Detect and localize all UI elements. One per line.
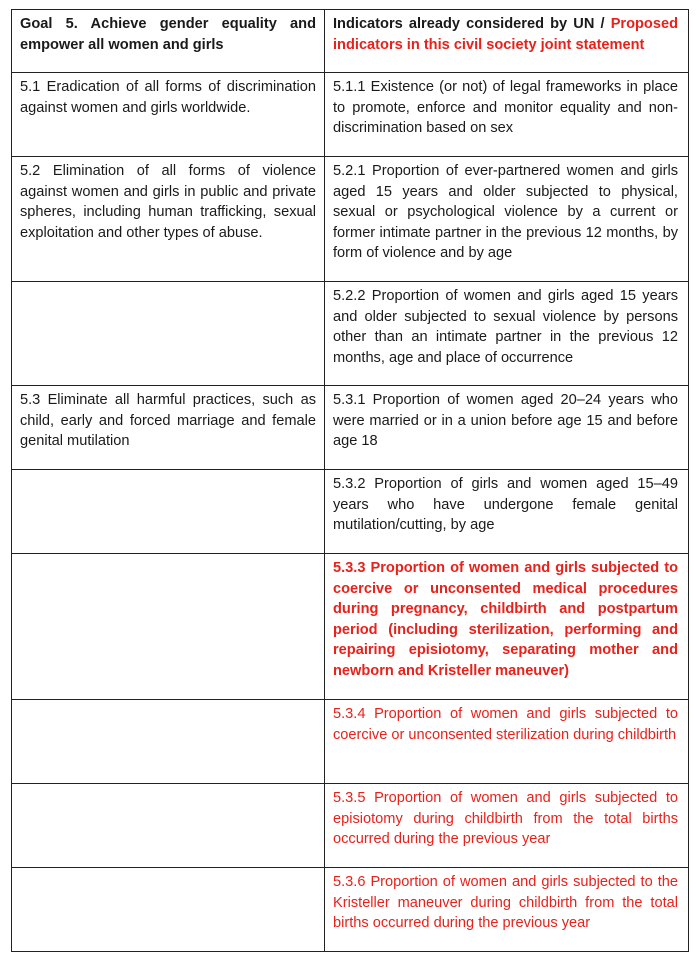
indicator-cell: 5.2.2 Proportion of women and girls aged 15 years and older subjected to sexual violence by persons other than an intimate partner in the previous 12 months, age and place of occurrence [325,282,689,386]
target-cell: 5.2 Elimination of all forms of violence against women and girls in public and private spheres, including human trafficking, sexual exploitation and other types of abuse. [12,157,325,282]
indicator-cell: 5.3.2 Proportion of girls and women aged 15–49 years who have undergone female genital mutilation/cutting, by age [325,470,689,554]
target-cell [12,700,325,784]
proposed-indicator-cell: 5.3.6 Proportion of women and girls subjected to the Kristeller maneuver during childbirth from the total births occurred during the previous year [325,868,689,952]
target-cell [12,784,325,868]
target-cell [12,470,325,554]
table-row [12,282,689,386]
target-cell [12,868,325,952]
proposed-indicator-cell: 5.3.4 Proportion of women and girls subjected to coercive or unconsented sterilization during childbirth [325,700,689,784]
table-row [12,157,689,282]
table-row [12,73,689,157]
table-row [12,868,689,952]
table-row [12,386,689,470]
table-row [12,554,689,700]
indicators-header-un: Indicators already considered by UN / [333,16,611,32]
indicator-cell: 5.1.1 Existence (or not) of legal frameworks in place to promote, enforce and monitor equality and non-discrimination based on sex [325,73,689,157]
table-row [12,700,689,784]
goal-header: Goal 5. Achieve gender equality and empower all women and girls [12,10,325,73]
target-cell [12,282,325,386]
target-cell [12,554,325,700]
table-header-row [12,10,689,73]
target-cell: 5.1 Eradication of all forms of discrimination against women and girls worldwide. [12,73,325,157]
indicator-cell: 5.2.1 Proportion of ever-partnered women and girls aged 15 years and older subjected to physical, sexual or psychological violence by a current or former intimate partner in the previous 12 months, by form of violence and by age [325,157,689,282]
indicator-cell: 5.3.1 Proportion of women aged 20–24 years who were married or in a union before age 15 and before age 18 [325,386,689,470]
proposed-indicator-cell: 5.3.5 Proportion of women and girls subjected to episiotomy during childbirth from the total births occurred during the previous year [325,784,689,868]
table-row [12,470,689,554]
table-row [12,784,689,868]
indicators-table [11,9,689,952]
indicators-header-proposed: Proposed indicators in this civil society joint statement [333,16,678,53]
target-cell: 5.3 Eliminate all harmful practices, such as child, early and forced marriage and female genital mutilation [12,386,325,470]
proposed-indicator-cell: 5.3.3 Proportion of women and girls subjected to coercive or unconsented medical procedures during pregnancy, childbirth and postpartum period (including sterilization, performing and repairing episiotomy, separating mother and newborn and Kristeller maneuver) [325,554,689,700]
indicators-header [325,10,689,73]
